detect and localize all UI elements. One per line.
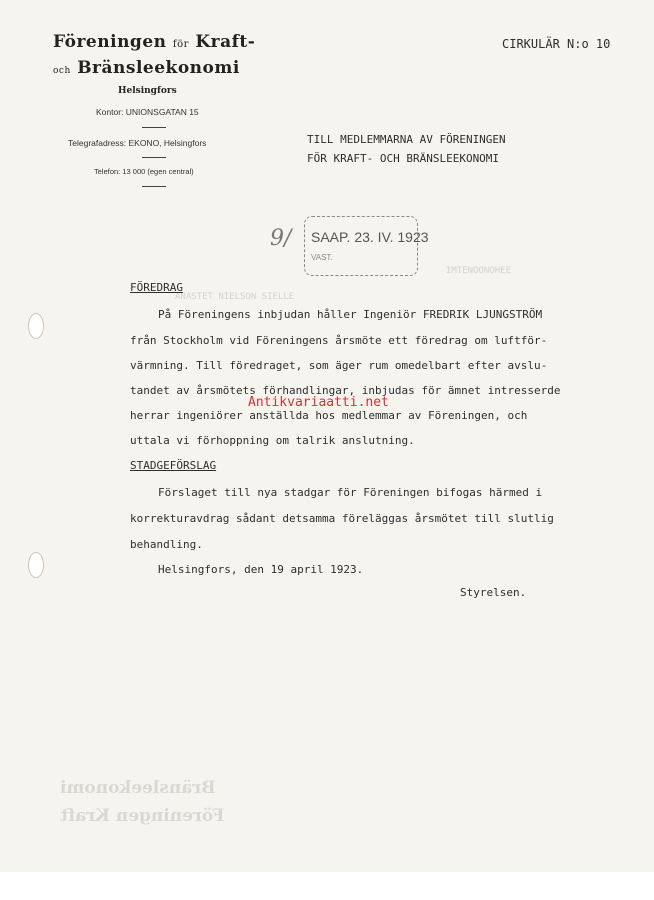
letterhead-rule-3 [142,186,166,187]
punch-hole-top [28,313,44,339]
letterhead-word-kraft: Kraft- [195,32,256,52]
handwritten-mark: 9/ [270,226,292,251]
received-stamp [304,216,429,276]
letterhead-line2 [53,58,240,78]
recipient-line1: TILL MEDLEMMARNA AV FÖRENINGEN [307,133,506,146]
heading-stadgeforslag: STADGEFÖRSLAG [130,459,217,472]
heading-foredrag: FÖREDRAG [130,281,183,294]
letterhead-word-och: och [53,66,71,76]
recipient-line2: FÖR KRAFT- OCH BRÄNSLEEKONOMI [307,152,500,165]
circular-number: CIRKULÄR N:o 10 [502,37,611,51]
letterhead-word-bransleekonomi: Bränsleekonomi [77,58,240,78]
bleed-through-1: IMTENOONOHEE [446,266,512,276]
bleed-through-logo-2: Föreningen Kraft [60,806,225,826]
letterhead-phone: Telefon: 13 000 (egen central) [94,167,194,176]
letterhead-rule-1 [142,127,166,128]
bleed-through-2: ANASTET NIELSON SIELLE [175,292,295,302]
punch-hole-bottom [28,552,44,578]
letterhead-rule-2 [142,157,166,158]
para1-line5: herrar ingeniörer anställda hos medlemmar av Föreningen, och [130,409,528,422]
letterhead-line1 [53,32,255,52]
para1-line2: från Stockholm vid Föreningens årsmöte ett föredrag om luftför- [130,334,548,347]
signature: Styrelsen. [460,586,527,599]
date-line: Helsingfors, den 19 april 1923. [158,563,364,576]
watermark: Antikvariaatti.net [248,395,389,410]
letterhead-word-for: för [172,39,189,50]
para2-line2: korrekturavdrag sådant detsamma föreläggas årsmötet till slutlig [130,512,554,525]
para2-line1: Förslaget till nya stadgar för Föreningen bifogas härmed i [158,486,543,499]
letterhead-telegraph: Telegrafadress: EKONO, Helsingfors [68,138,207,148]
stamp-sub: VAST. [311,253,333,262]
letterhead-office: Kontor: UNIONSGATAN 15 [96,107,199,117]
bleed-through-logo-1: Bränsleekonomi [60,778,216,798]
para1-line1: På Föreningens inbjudan håller Ingeniör FREDRIK LJUNGSTRÖM [158,308,543,321]
para1-line3: värmning. Till föredraget, som äger rum omedelbart efter avslu- [130,359,548,372]
letterhead-word-foreningen: Föreningen [53,32,167,52]
para1-line4: tandet av årsmötets förhandlingar, inbjudas för ämnet intresserde [130,384,561,397]
stamp-date: SAAP. 23. IV. 1923 [311,229,429,245]
letterhead-city: Helsingfors [118,86,177,96]
scan-margin [0,872,654,900]
para2-line3: behandling. [130,538,203,551]
para1-line6: uttala vi förhoppning om talrik anslutning. [130,434,415,447]
